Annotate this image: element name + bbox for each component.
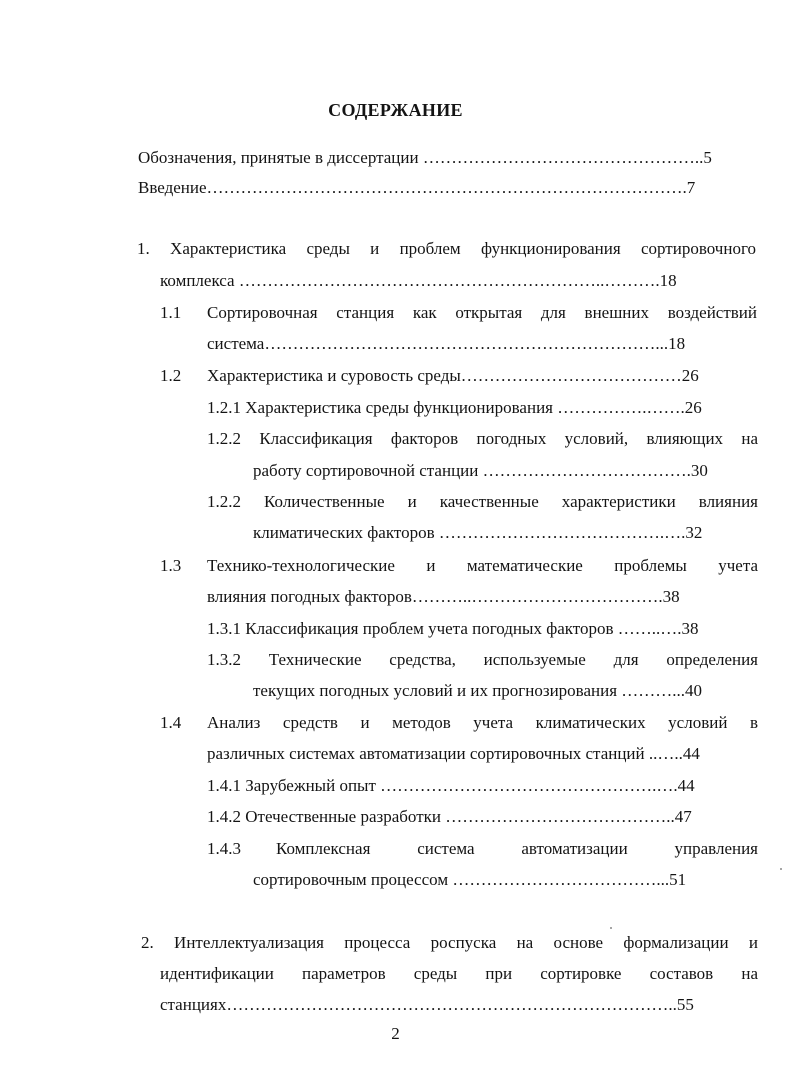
toc-entry-notation: Обозначения, принятые в диссертации …………………………………………..5 <box>138 148 712 167</box>
toc-chapter-2-line2: идентификации параметров среды при сортировке составов на <box>160 964 758 983</box>
scan-speck <box>610 927 612 929</box>
toc-section-1-3-line2: влияния погодных факторов………..…………………………….38 <box>207 587 680 606</box>
toc-subsection-1-2-2b-line2: климатических факторов ………………………………….….32 <box>253 523 703 542</box>
toc-chapter-1-line2: комплекса ………………………………………………………..……….18 <box>160 271 677 290</box>
toc-section-1-1-line2: система……………………………………………………………...18 <box>207 334 686 353</box>
toc-section-1-4-line1: Анализ средств и методов учета климатических условий в <box>207 713 758 732</box>
toc-entry-introduction: Введение………………………………………………………………………….7 <box>138 178 696 197</box>
toc-section-number: 1.3 <box>160 556 182 575</box>
toc-subsection-1-3-2-line2: текущих погодных условий и их прогнозирования ………...40 <box>253 681 703 700</box>
toc-section-number: 1.4 <box>160 713 182 732</box>
toc-subsection-1-4-2: 1.4.2 Отечественные разработки …………………………………..47 <box>207 807 692 826</box>
toc-chapter-2-line3: станциях……………………………………………………………………..55 <box>160 995 694 1014</box>
toc-subsection-1-2-2b-line1: 1.2.2 Количественные и качественные характеристики влияния <box>207 492 758 511</box>
toc-subsection-1-3-1: 1.3.1 Классификация проблем учета погодных факторов ……..….38 <box>207 619 699 638</box>
toc-subsection-1-4-3-line1: Комплексная система автоматизации управления <box>276 839 758 858</box>
toc-section-number: 1.2 <box>160 366 182 385</box>
toc-section-number: 1.1 <box>160 303 182 322</box>
toc-subsection-1-3-2-line1: 1.3.2 Технические средства, используемые для определения <box>207 650 758 669</box>
toc-subsection-1-4-1: 1.4.1 Зарубежный опыт ………………………………………….….44 <box>207 776 695 795</box>
toc-subsection-1-4-3-line2: сортировочным процессом ………………………………...51 <box>253 870 687 889</box>
toc-section-1-3-line1: Технико-технологические и математические проблемы учета <box>207 556 758 575</box>
page-title: СОДЕРЖАНИЕ <box>328 100 463 120</box>
page-number: 2 <box>391 1024 400 1043</box>
toc-chapter-1-line1: 1. Характеристика среды и проблем функционирования сортировочного <box>137 239 756 258</box>
toc-section-1-1-line1: Сортировочная станция как открытая для внешних воздействий <box>207 303 757 322</box>
toc-subsection-1-2-1: 1.2.1 Характеристика среды функционирования …………….…….26 <box>207 398 702 417</box>
toc-chapter-2-line1: 2. Интеллектуализация процесса роспуска на основе формализации и <box>141 933 758 952</box>
toc-section-1-2: Характеристика и суровость среды…………………………………26 <box>207 366 699 385</box>
toc-section-number: 1.4.3 <box>207 839 241 858</box>
toc-subsection-1-2-2a-line2: работу сортировочной станции ……………………………….30 <box>253 461 708 480</box>
toc-subsection-1-2-2a-line1: 1.2.2 Классификация факторов погодных условий, влияющих на <box>207 429 758 448</box>
scan-speck <box>780 868 782 870</box>
toc-section-1-4-line2: различных системах автоматизации сортировочных станций ..…..44 <box>207 744 700 763</box>
